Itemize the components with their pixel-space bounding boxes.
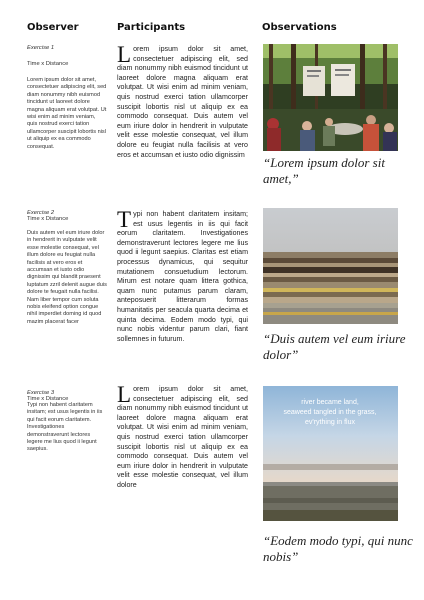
- observer-text: Duis autem vel eum iriure dolor in hendrerit in vulputate velit esse molestie consequat, vel illum dolore eu feugiat nulla facilisis at vero eros et accumsan et iusto odio dignissim qui blandit praesent luptatum zzril delenit augue duis dolore te feugait nulla facilisi. Nam liber tempor cum soluta nobis eleifend option congue nihil imperdiet doming id quod mazim placerat facer: [27, 230, 107, 325]
- observations-header: Observations: [262, 22, 337, 33]
- observation-quote-2: “Duis autem vel eum iriure dolor”: [263, 331, 406, 362]
- drop-cap: T: [117, 207, 132, 232]
- observation-photo-1: [263, 44, 398, 151]
- motion-blur-landscape-photo: [263, 208, 398, 324]
- exercise-subtitle: Time x Distance: [27, 61, 69, 67]
- observation-photo-3: [263, 386, 398, 521]
- forest-workshop-photo: [263, 44, 398, 151]
- participant-text-block-2: [117, 207, 248, 344]
- participant-text-block-3: [117, 382, 248, 491]
- observation-photo-2: [263, 208, 398, 324]
- exercise-title: Exercise 1: [27, 45, 55, 51]
- photo-caption-line-2: seaweed tangled in the grass,: [283, 409, 377, 416]
- exercise-subtitle: Time x Distance: [27, 216, 69, 222]
- observation-quote-1: “Lorem ipsum dolor sit amet,”: [263, 155, 385, 186]
- observer-cell-2: [27, 210, 107, 326]
- observer-text: Typi non habent claritatem insitam; est usus legentis in iis qui facit eorum claritatem. Investigationes demonstraverunt lectores legere me lius quod ii legunt saepius.: [27, 402, 103, 453]
- sea-horizon-photo: [263, 386, 398, 521]
- exercise-subtitle: Time x Distance: [27, 396, 69, 402]
- observer-cell-3: [27, 390, 107, 454]
- exercise-title: Exercise 2: [27, 210, 55, 216]
- photo-caption-line-1: river became land,: [301, 399, 359, 406]
- drop-cap: L: [117, 42, 132, 67]
- participant-text: ypi non habent claritatem insitam; est usus legentis in iis qui facit eorum claritatem. Investigationes demonstraverunt lectores legere me lius quod ii legunt saepius. Claritas est etiam processus dynamicus, qui sequitur mutationem consuetudium lectorum. Mirum est notare quam littera gothica, quam nunc putamus parum claram, anteposuerit litterarum formas humanitatis per seacula quarta decima et quinta decima. Eodem modo typi, qui nunc nobis videntur parum clari, fiant sollemnes in futurum.: [117, 210, 248, 343]
- observer-cell-1: [27, 45, 107, 151]
- observer-header: Observer: [27, 22, 79, 33]
- participant-text-block-1: [117, 42, 248, 160]
- drop-cap: L: [117, 382, 132, 407]
- photo-caption-line-3: ev'rything in flux: [305, 419, 355, 426]
- participants-header: Participants: [117, 22, 186, 33]
- participant-text: orem ipsum dolor sit amet, consectetuer adipiscing elit, sed diam nonummy nibh euismod tincidunt ut laoreet dolore magna aliquam erat volutpat. Ut wisi enim ad minim veniam, quis nostrud exerci tation ullamcorper suscipit lobortis nisl ut aliquip ex ea commodo consequat. Duis autem vel eum iriure dolor in hendrerit in vulputate velit esse molestie consequat, vel illum dolore: [117, 385, 248, 489]
- observation-quote-3: “Eodem modo typi, qui nunc nobis”: [263, 533, 413, 564]
- observer-text: Lorem ipsum dolor sit amet, consectetuer adipiscing elit, sed diam nonummy nibh euismod tincidunt ut laoreet dolore magna aliquam erat volutpat. Ut wisi enim ad minim veniam, quis nostrud exerci tation ullamcorper suscipit lobortis nisl ut aliquip ex ea commodo consequat.: [27, 77, 107, 150]
- exercise-title: Exercise 3: [27, 390, 55, 396]
- participant-text: orem ipsum dolor sit amet, consectetuer adipiscing elit, sed diam nonummy nibh euismod tincidunt ut laoreet dolore magna aliquam erat volutpat. Ut wisi enim ad minim veniam, quis nostrud exerci tation ullamcorper suscipit lobortis nisl ut aliquip ex ea commodo consequat. Duis autem vel eum iriure dolor in hendrerit in vulputate velit esse molestie consequat, vel illum dolore eu feugiat nulla facilisis at vero eros et accumsan et iusto odio dignissim: [117, 45, 248, 159]
